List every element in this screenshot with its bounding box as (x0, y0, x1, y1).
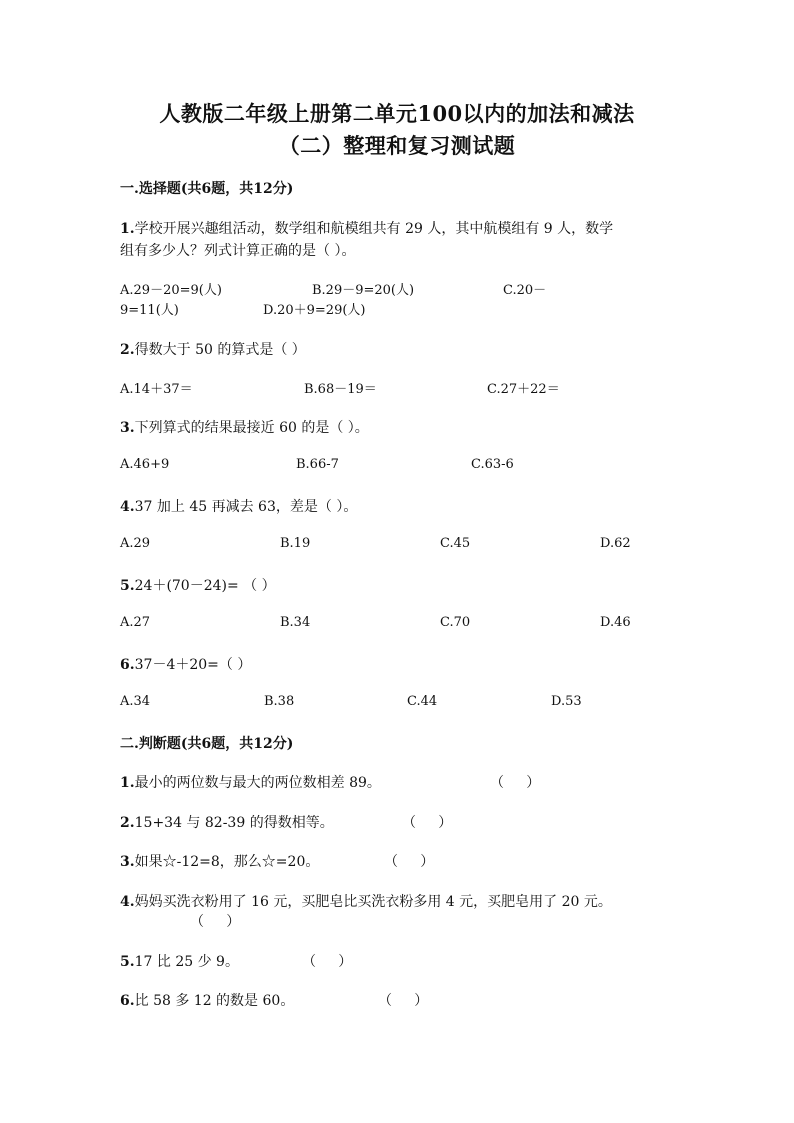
question-line: 下列算式的结果最接近 60 的是（ ）。 (134, 420, 369, 436)
option-a[interactable]: A.27 (120, 615, 151, 630)
option-c-continued[interactable]: 9=11(人) (120, 303, 179, 318)
option-b[interactable]: B.19 (280, 536, 311, 551)
question-line: 17 比 25 少 9。 (134, 954, 239, 970)
section-heading-choice: 一.选择题(共6题，共12分) (120, 181, 294, 197)
question-line: 组有多少人？列式计算正确的是（ ）。 (120, 243, 356, 259)
question-number: 1. (120, 221, 135, 237)
option-b[interactable]: B.66-7 (296, 457, 339, 472)
judgement-item (120, 772, 381, 792)
judgement-item (120, 851, 319, 871)
answer-bracket[interactable]: （ ） (190, 914, 241, 930)
title-line-1: 人教版二年级上册第二单元100以内的加法和减法 (159, 101, 635, 126)
question-number: 3. (120, 854, 135, 870)
option-a[interactable]: A.14＋37＝ (120, 382, 193, 397)
question-line: 24＋(70－24)= （ ） (134, 578, 276, 594)
options-row (120, 536, 680, 556)
question-text (120, 218, 613, 238)
question-text (120, 417, 369, 437)
question-number: 2. (120, 815, 135, 831)
option-b[interactable]: B.68－19＝ (304, 382, 377, 397)
question-line: 比 58 多 12 的数是 60。 (134, 993, 295, 1009)
option-a[interactable]: A.46+9 (120, 457, 170, 472)
judgement-item (120, 891, 612, 911)
judgement-item (120, 951, 239, 971)
option-c[interactable]: C.63-6 (471, 457, 514, 472)
option-c[interactable]: C.44 (407, 694, 438, 709)
question-number: 4. (120, 499, 135, 515)
option-c[interactable]: C.70 (440, 615, 471, 630)
options-row (120, 694, 680, 714)
question-number: 6. (120, 993, 135, 1009)
question-number: 1. (120, 775, 135, 791)
question-text (120, 654, 251, 674)
question-line: 学校开展兴趣组活动，数学组和航模组共有 29 人，其中航模组有 9 人，数学 (134, 221, 614, 237)
question-text (120, 575, 276, 595)
question-line: 妈妈买洗衣粉用了 16 元，买肥皂比买洗衣粉多用 4 元，买肥皂用了 20 元。 (134, 894, 612, 910)
title-line-2: （二）整理和复习测试题 (278, 133, 516, 158)
option-b[interactable]: B.34 (280, 615, 311, 630)
option-c[interactable]: C.20－ (503, 283, 547, 298)
options-row (120, 299, 680, 319)
options-row (120, 279, 680, 299)
judgement-item (120, 812, 334, 832)
answer-bracket[interactable]: （ ） (384, 854, 435, 870)
answer-bracket[interactable]: （ ） (402, 815, 453, 831)
question-number: 5. (120, 954, 135, 970)
judgement-item (120, 990, 294, 1010)
question-line: 如果☆-12=8，那么☆=20。 (134, 854, 320, 870)
answer-bracket[interactable]: （ ） (302, 954, 353, 970)
section-heading-judgement: 二.判断题(共6题，共12分) (120, 736, 294, 752)
option-d[interactable]: D.46 (600, 615, 631, 630)
answer-bracket[interactable]: （ ） (378, 993, 429, 1009)
question-line: 37－4＋20=（ ） (134, 657, 252, 673)
option-b[interactable]: B.29－9=20(人) (312, 283, 415, 298)
question-number: 6. (120, 657, 135, 673)
option-a[interactable]: A.29 (120, 536, 151, 551)
question-line: 15+34 与 82-39 的得数相等。 (134, 815, 334, 831)
option-d[interactable]: D.62 (600, 536, 631, 551)
question-line: 37 加上 45 再减去 63，差是（ ）。 (134, 499, 358, 515)
question-number: 2. (120, 342, 135, 358)
option-b[interactable]: B.38 (264, 694, 295, 709)
options-row (120, 457, 680, 477)
question-number: 3. (120, 420, 135, 436)
question-number: 4. (120, 894, 135, 910)
question-line: 得数大于 50 的算式是（ ） (134, 342, 306, 358)
option-a[interactable]: A.29－20=9(人) (120, 283, 222, 298)
option-c[interactable]: C.45 (440, 536, 471, 551)
option-c[interactable]: C.27＋22＝ (487, 382, 560, 397)
option-d[interactable]: D.20＋9=29(人) (263, 303, 366, 318)
options-row (120, 378, 680, 398)
answer-bracket[interactable]: （ ） (490, 775, 541, 791)
question-number: 5. (120, 578, 135, 594)
question-text (120, 339, 306, 359)
option-d[interactable]: D.53 (551, 694, 582, 709)
question-text (120, 496, 357, 516)
question-line: 最小的两位数与最大的两位数相差 89。 (134, 775, 381, 791)
option-a[interactable]: A.34 (120, 694, 151, 709)
options-row (120, 615, 680, 635)
